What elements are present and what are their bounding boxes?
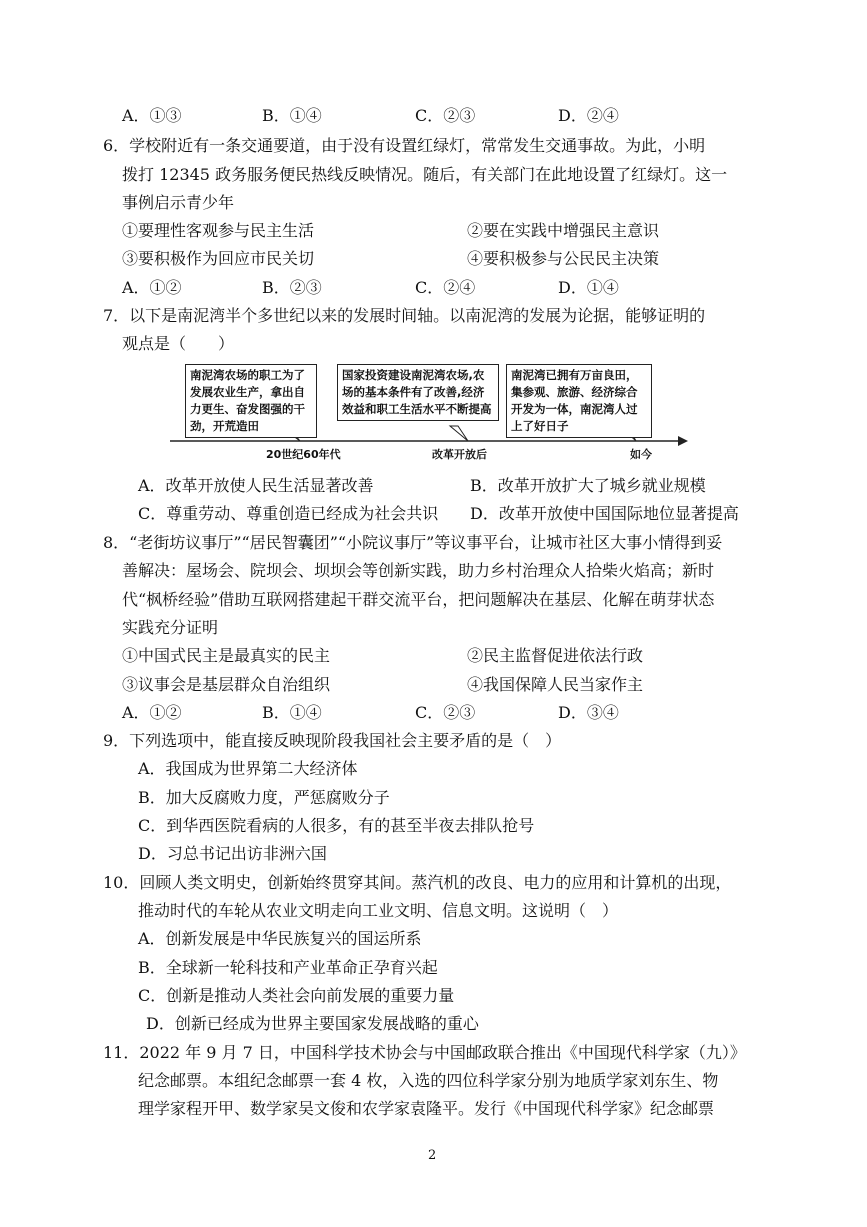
q9-option-b: B．加大反腐败力度，严惩腐败分子 — [138, 788, 390, 807]
q10-option-d: D．创新已经成为世界主要国家发展战略的重心 — [146, 1014, 479, 1033]
q8-stem-line: 实践充分证明 — [122, 618, 219, 637]
q9-option-d: D．习总书记出访非洲六国 — [138, 844, 327, 863]
page-number: 2 — [428, 1148, 437, 1163]
q6-stem-line: 6．学校附近有一条交通要道，由于没有设置红绿灯，常常发生交通事故。为此，小明 — [103, 136, 706, 155]
q6-statement: ①要理性客观参与民主生活 — [122, 221, 315, 240]
q10-stem-line: 10．回顾人类文明史，创新始终贯穿其间。蒸汽机的改良、电力的应用和计算机的出现， — [103, 873, 732, 892]
q10-stem-line: 推动时代的车轮从农业文明走向工业文明、信息文明。这说明（ ） — [138, 901, 619, 920]
q8-stem-line: 善解决：屋场会、院坝会、坝坝会等创新实践，助力乡村治理众人拾柴火焰高；新时 — [122, 561, 715, 580]
q8-statement: ④我国保障人民当家作主 — [467, 675, 644, 694]
q8-option-d: D．③④ — [558, 703, 619, 722]
q11-stem-line: 理学家程开甲、数学家吴文俊和农学家袁隆平。发行《中国现代科学家》纪念邮票 — [138, 1099, 715, 1118]
q6-option-b: B．②③ — [262, 278, 322, 297]
timeline-label-reform: 改革开放后 — [432, 448, 487, 461]
q7-stem-line: 7．以下是南泥湾半个多世纪以来的发展时间轴。以南泥湾的发展为论据，能够证明的 — [103, 306, 706, 325]
q10-option-b: B．全球新一轮科技和产业革命正孕育兴起 — [138, 958, 438, 977]
q11-stem-line: 11．2022 年 9 月 7 日，中国科学技术协会与中国邮政联合推出《中国现代科学家（九）》 — [103, 1043, 746, 1062]
timeline-box-60s: 南泥湾农场的职工为了发展农业生产，拿出自力更生、奋发图强的干劲，开荒造田 — [185, 364, 317, 438]
q6-option-c: C．②④ — [415, 278, 476, 297]
q9-option-a: A．我国成为世界第二大经济体 — [138, 759, 358, 778]
q7-stem-line: 观点是（ ） — [122, 334, 235, 353]
q5-option-d: D．②④ — [558, 106, 619, 125]
q8-statement: ③议事会是基层群众自治组织 — [122, 675, 331, 694]
q5-option-a: A．①③ — [122, 106, 182, 125]
q7-option-d: D．改革开放使中国国际地位显著提高 — [470, 504, 739, 523]
q11-stem-line: 纪念邮票。本组纪念邮票一套 4 枚，入选的四位科学家分别为地质学家刘东生、物 — [138, 1071, 719, 1090]
q5-option-c: C．②③ — [415, 106, 476, 125]
q6-statement: ②要在实践中增强民主意识 — [467, 221, 660, 240]
timeline-label-60s: 20世纪60年代 — [266, 448, 341, 461]
q8-option-b: B．①④ — [262, 703, 322, 722]
q8-statement: ②民主监督促进依法行政 — [467, 646, 644, 665]
q10-option-a: A．创新发展是中华民族复兴的国运所系 — [138, 929, 422, 948]
q6-statement: ④要积极参与公民民主决策 — [467, 249, 660, 268]
q7-option-a: A．改革开放使人民生活显著改善 — [138, 476, 374, 495]
q9-option-c: C．到华西医院看病的人很多，有的甚至半夜去排队抢号 — [138, 816, 535, 835]
timeline-box-today: 南泥湾已拥有万亩良田，集参观、旅游、经济综合开发为一体，南泥湾人过上了好日子 — [506, 364, 652, 438]
q10-option-c: C．创新是推动人类社会向前发展的重要力量 — [138, 986, 455, 1005]
q7-option-b: B．改革开放扩大了城乡就业规模 — [470, 476, 706, 495]
timeline-label-today: 如今 — [630, 448, 652, 461]
q8-stem-line: 代“枫桥经验”借助互联网搭建起干群交流平台，把问题解决在基层、化解在萌芽状态 — [122, 590, 715, 609]
q6-option-a: A．①② — [122, 278, 182, 297]
q8-stem-line: 8．“老街坊议事厅”“居民智囊团”“小院议事厅”等议事平台，让城市社区大事小情得到妥 — [103, 533, 723, 552]
q7-option-c: C．尊重劳动、尊重创造已经成为社会共识 — [138, 504, 439, 523]
q9-stem-line: 9．下列选项中，能直接反映现阶段我国社会主要矛盾的是（ ） — [103, 731, 562, 750]
timeline-box-reform: 国家投资建设南泥湾农场,农场的基本条件有了改善,经济效益和职工生活水平不断提高 — [337, 364, 499, 421]
q6-statement: ③要积极作为回应市民关切 — [122, 249, 315, 268]
q5-option-b: B．①④ — [262, 106, 322, 125]
q6-stem-line: 事例启示青少年 — [122, 193, 235, 212]
q7-timeline — [160, 362, 690, 462]
q8-statement: ①中国式民主是最真实的民主 — [122, 646, 331, 665]
q6-option-d: D．①④ — [558, 278, 619, 297]
q6-stem-line: 拨打 12345 政务服务便民热线反映情况。随后，有关部门在此地设置了红绿灯。这一 — [122, 165, 728, 184]
q8-option-c: C．②③ — [415, 703, 476, 722]
q8-option-a: A．①② — [122, 703, 182, 722]
